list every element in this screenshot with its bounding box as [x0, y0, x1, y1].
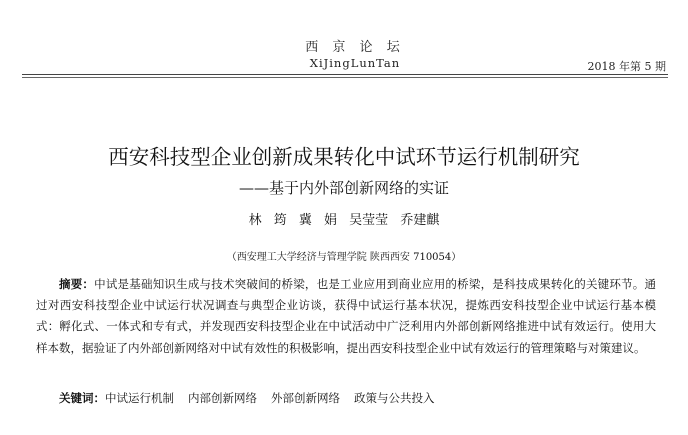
keyword-item: 中试运行机制 — [105, 391, 174, 405]
keyword-item: 政策与公共投入 — [354, 391, 435, 405]
header-rule-thick — [22, 74, 668, 75]
keywords — [36, 390, 656, 406]
keywords-label: 关键词： — [59, 391, 105, 405]
article-title: 西安科技型企业创新成果转化中试环节运行机制研究 — [108, 145, 580, 169]
author-list: 林 筠 冀 娟 吴莹莹 乔建麒 — [248, 213, 440, 228]
author-affiliation: （西安理工大学经济与管理学院 陕西西安 710054） — [226, 252, 462, 263]
journal-header — [22, 0, 668, 83]
keyword-item: 外部创新网络 — [271, 391, 340, 405]
journal-name-pinyin: XiJingLunTan — [309, 56, 401, 70]
abstract-label: 摘要： — [59, 277, 95, 291]
abstract-text: 中试是基础知识生成与技术突破间的桥梁，也是工业应用到商业应用的桥梁，是科技成果转化的关键环节。通过对西安科技型企业中试运行状况调查与典型企业访谈，获得中试运行基本状况，提炼西安科技型企业中试运行基本模式：孵化式、一体式和专有式，并发现西安科技型企业在中试活动中广泛利用内外部创新网络推进中试有效运行。使用大样本数，据验证了内外部创新网络对中试有效性的积极影响，提出西安科技型企业中试有效运行的管理策略与对策建议。 — [36, 277, 657, 355]
issue-number: 2018 年第 5 期 — [587, 60, 666, 73]
keyword-item: 内部创新网络 — [188, 391, 257, 405]
article-subtitle: ——基于内外部创新网络的实证 — [238, 179, 449, 197]
journal-name-chinese: 西 京 论 坛 — [305, 40, 405, 55]
header-rule-thin — [22, 77, 668, 78]
abstract — [36, 274, 656, 359]
